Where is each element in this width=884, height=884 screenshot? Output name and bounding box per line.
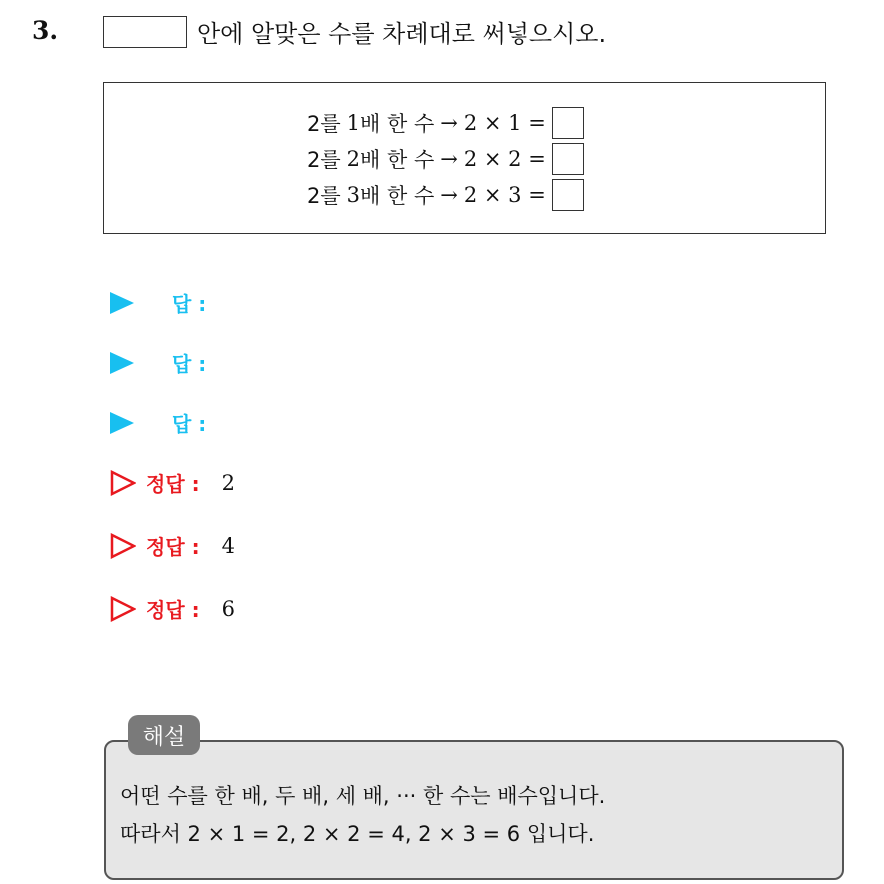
blank-box [103, 16, 187, 48]
answer-row [110, 408, 206, 437]
solution-label: 정답 : [146, 535, 200, 559]
solution-value: 4 [221, 533, 235, 558]
answer-blank [552, 107, 584, 139]
answer-blank [552, 143, 584, 175]
question-instruction: 안에 알맞은 수를 차례대로 써넣으시오. [197, 20, 607, 48]
outline-triangle-icon [110, 533, 136, 559]
arrow-icon: → [440, 111, 458, 135]
play-triangle-icon [110, 352, 134, 374]
arrow-icon: → [440, 183, 458, 207]
solution-row [110, 468, 235, 497]
problem-box [103, 82, 826, 234]
equation-multiplier: 2 [346, 147, 361, 171]
explanation-line: 어떤 수를 한 배, 두 배, 세 배, ··· 한 수는 배수입니다. [120, 784, 606, 808]
answer-label: 답 : [172, 352, 207, 376]
equation-multiplier: 1 [346, 111, 361, 135]
equation-suffix: 배 한 수 [360, 148, 435, 172]
outline-triangle-icon [110, 596, 136, 622]
equation-suffix: 배 한 수 [360, 184, 435, 208]
equation-prefix: 2를 [307, 148, 341, 172]
equation-prefix: 2를 [307, 112, 341, 136]
equation-expression: 2 × 2 = [463, 147, 546, 171]
solution-label: 정답 : [146, 472, 200, 496]
equation-list [307, 105, 637, 213]
explanation-line: 따라서 2 × 1 = 2, 2 × 2 = 4, 2 × 3 = 6 입니다. [120, 822, 595, 846]
explanation-box [104, 740, 844, 880]
arrow-icon: → [440, 147, 458, 171]
solution-value: 2 [221, 470, 235, 495]
solution-value: 6 [221, 596, 235, 621]
equation-prefix: 2를 [307, 184, 341, 208]
equation-expression: 2 × 1 = [463, 111, 546, 135]
solution-row [110, 531, 235, 560]
answer-row [110, 288, 206, 317]
answer-label: 답 : [172, 292, 207, 316]
solution-label: 정답 : [146, 598, 200, 622]
play-triangle-icon [110, 412, 134, 434]
solution-row [110, 594, 235, 623]
equation-multiplier: 3 [346, 183, 361, 207]
answer-label: 답 : [172, 412, 207, 436]
equation-row [307, 105, 637, 141]
equation-row [307, 141, 637, 177]
question-line [103, 14, 606, 49]
equation-expression: 2 × 3 = [463, 183, 546, 207]
answer-blank [552, 179, 584, 211]
play-triangle-icon [110, 292, 134, 314]
answer-row [110, 348, 206, 377]
equation-row [307, 177, 637, 213]
equation-suffix: 배 한 수 [360, 112, 435, 136]
explanation-tag: 해설 [128, 715, 200, 755]
outline-triangle-icon [110, 470, 136, 496]
question-number: 3. [32, 16, 59, 45]
